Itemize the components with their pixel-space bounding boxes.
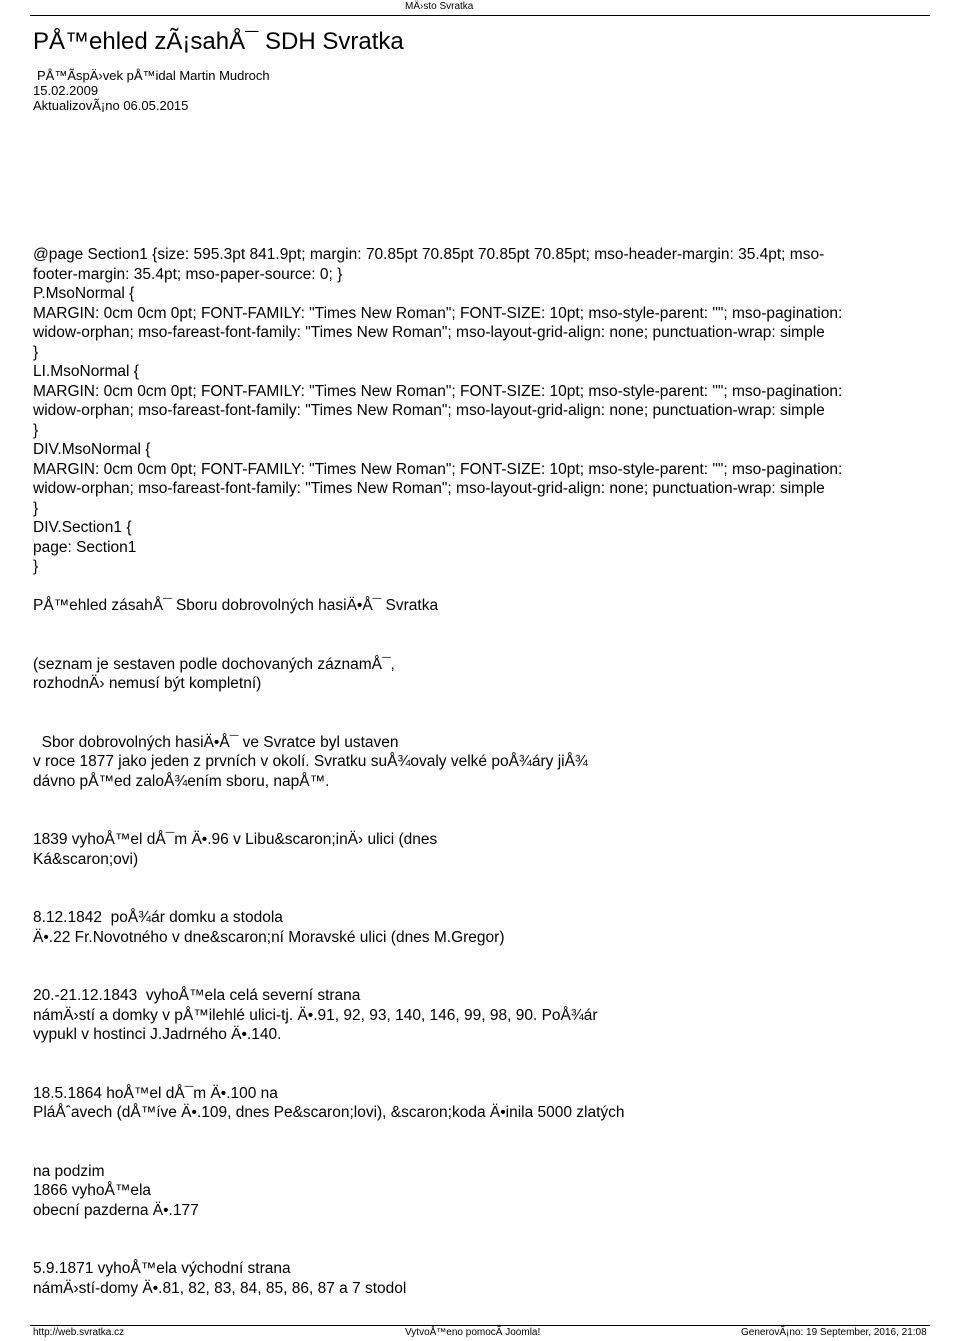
spacer	[33, 947, 923, 986]
css-close-brace: }	[33, 343, 39, 361]
updated-date: AktualizovÃ¡no 06.05.2015	[33, 98, 189, 113]
note-line: rozhodnÄ› nemusí být kompletní)	[33, 675, 262, 692]
article-meta	[33, 68, 270, 113]
css-page-rule-line: footer-margin: 35.4pt; mso-paper-source: 0; }	[33, 265, 343, 283]
note-line: (seznam je sestaven podle dochovaných záznamÅ¯,	[33, 655, 395, 673]
fire-entry-line: 20.-21.12.1843 vyhoÅ™ela celá severní strana	[33, 987, 361, 1004]
page-title: PÅ™ehled zÃ¡sahÅ¯ SDH Svratka	[33, 28, 404, 55]
fire-entry-line: Ká&scaron;ovi)	[33, 850, 139, 868]
css-close-brace: }	[33, 421, 39, 439]
fire-entry-line: Ä•.22 Fr.Novotného v dne&scaron;ní Moravské ulici (dnes M.Gregor)	[33, 928, 505, 946]
fire-entry-line: 5.9.1871 vyhoÅ™ela východní strana	[33, 1260, 291, 1277]
fire-entry-line: námÄ›stí-domy Ä•.81, 82, 83, 84, 85, 86, 87 a 7 stodol	[33, 1279, 407, 1297]
fire-entry-line: 18.5.1864 hoÅ™el dÅ¯m Ä•.100 na	[33, 1084, 278, 1102]
fire-entry-line: námÄ›stí a domky v pÅ™ilehlé ulici-tj. Ä•.91, 92, 93, 140, 146, 99, 98, 90. PoÅ¾ár	[33, 1006, 598, 1024]
spacer	[33, 616, 923, 655]
spacer	[33, 577, 923, 597]
spacer	[33, 1123, 923, 1162]
footer-generator: VytvoÅ™eno pomocÃ Joomla!	[405, 1327, 541, 1338]
spacer	[33, 791, 923, 830]
spacer	[33, 869, 923, 908]
css-rule-line: widow-orphan; mso-fareast-font-family: "Times New Roman"; mso-layout-grid-align: none; punctuation-wrap: simple	[33, 402, 825, 419]
header-divider	[30, 15, 930, 16]
css-close-brace: }	[33, 558, 39, 575]
author-line: PÅ™ÃspÄ›vek pÅ™idal Martin Mudroch	[37, 68, 270, 83]
fire-entry-line: obecní pazderna Ä•.177	[33, 1201, 199, 1219]
intro-line: dávno pÅ™ed zaloÅ¾ením sboru, napÅ™.	[33, 772, 330, 790]
css-rule-line: MARGIN: 0cm 0cm 0pt; FONT-FAMILY: "Times New Roman"; FONT-SIZE: 10pt; mso-style-parent: ""; mso-pagination:	[33, 382, 843, 400]
spacer	[33, 694, 923, 733]
css-selector: LI.MsoNormal {	[33, 363, 139, 380]
article-body	[33, 245, 923, 1298]
css-selector: DIV.MsoNormal {	[33, 441, 151, 458]
publish-date: 15.02.2009	[33, 83, 99, 98]
fire-entry-line: 1866 vyhoÅ™ela	[33, 1182, 152, 1199]
footer-generated-date: GenerovÃ¡no: 19 September, 2016, 21:08	[741, 1327, 927, 1338]
css-close-brace: }	[33, 499, 39, 517]
spacer	[33, 1220, 923, 1259]
css-selector: P.MsoNormal {	[33, 285, 135, 302]
footer-divider	[30, 1325, 930, 1326]
css-page-rule-line: @page Section1 {size: 595.3pt 841.9pt; margin: 70.85pt 70.85pt 70.85pt 70.85pt; mso-header-margin: 35.4pt; mso-	[33, 246, 825, 263]
header-site-name: MÄ›sto Svratka	[405, 1, 474, 12]
css-rule-line: page: Section1	[33, 538, 137, 556]
css-rule-line: widow-orphan; mso-fareast-font-family: "Times New Roman"; mso-layout-grid-align: none; punctuation-wrap: simple	[33, 324, 825, 341]
css-rule-line: MARGIN: 0cm 0cm 0pt; FONT-FAMILY: "Times New Roman"; FONT-SIZE: 10pt; mso-style-parent: ""; mso-pagination:	[33, 460, 843, 478]
fire-entry-line: 1839 vyhoÅ™el dÅ¯m Ä•.96 v Libu&scaron;inÄ› ulici (dnes	[33, 831, 438, 848]
article-heading: PÅ™ehled zásahÅ¯ Sboru dobrovolných hasiÄ•Å¯ Svratka	[33, 597, 439, 614]
footer-url-link[interactable]: http://web.svratka.cz	[33, 1327, 125, 1338]
fire-entry-line: PláÅˆavech (dÅ™íve Ä•.109, dnes Pe&scaron;lovi), &scaron;koda Ä•inila 5000 zlatých	[33, 1104, 625, 1121]
css-rule-line: widow-orphan; mso-fareast-font-family: "Times New Roman"; mso-layout-grid-align: none; punctuation-wrap: simple	[33, 480, 825, 497]
intro-line: Sbor dobrovolných hasiÄ•Å¯ ve Svratce byl ustaven	[33, 733, 399, 751]
fire-entry-line: 8.12.1842 poÅ¾ár domku a stodola	[33, 909, 283, 926]
fire-entry-line: na podzim	[33, 1162, 105, 1180]
css-selector: DIV.Section1 {	[33, 519, 132, 536]
fire-entry-line: vypukl v hostinci J.Jadrného Ä•.140.	[33, 1026, 282, 1043]
spacer	[33, 1045, 923, 1084]
intro-line: v roce 1877 jako jeden z prvních v okolí. Svratku suÅ¾ovaly velké poÅ¾áry jiÅ¾	[33, 753, 588, 770]
css-rule-line: MARGIN: 0cm 0cm 0pt; FONT-FAMILY: "Times New Roman"; FONT-SIZE: 10pt; mso-style-parent: ""; mso-pagination:	[33, 304, 843, 322]
